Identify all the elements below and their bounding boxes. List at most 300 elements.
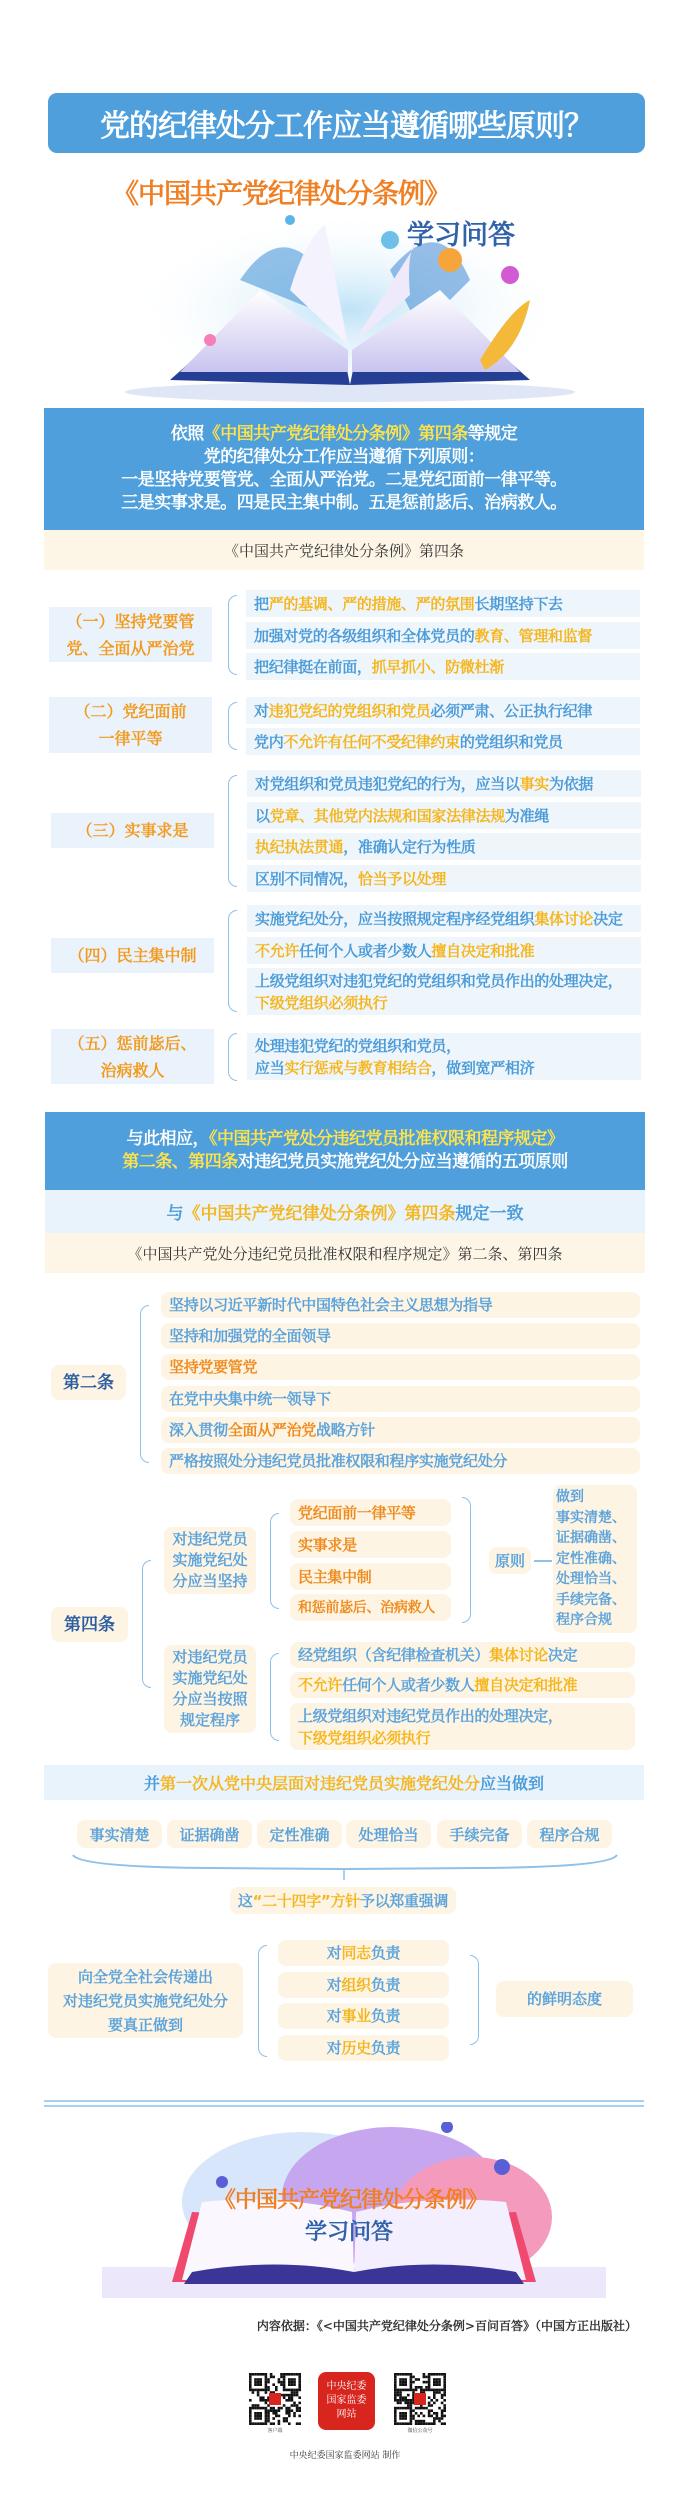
requirement-chip: 程序合规 xyxy=(527,1820,612,1848)
qr-module xyxy=(249,2422,252,2425)
text-segment: 任何个人或者少数人 xyxy=(299,941,432,960)
qr-module xyxy=(254,2417,257,2420)
qr-module xyxy=(265,2381,268,2384)
qr-module xyxy=(425,2407,428,2410)
qr-module xyxy=(267,2420,270,2423)
qr-module xyxy=(272,2422,275,2425)
qr-module xyxy=(428,2422,431,2425)
qr-module xyxy=(265,2407,268,2410)
qr-module xyxy=(270,2373,273,2376)
qr-module xyxy=(291,2378,294,2381)
qr-module xyxy=(399,2381,402,2384)
qr-module xyxy=(257,2373,260,2376)
qr-module xyxy=(438,2417,441,2420)
qr-module xyxy=(436,2391,439,2394)
rich-text xyxy=(254,625,592,647)
highlight-text: 历史 xyxy=(341,2039,371,2057)
qr-module xyxy=(397,2373,400,2376)
qr-module xyxy=(443,2415,446,2418)
qr-module xyxy=(272,2376,275,2379)
qr-module xyxy=(285,2420,288,2423)
qr-module xyxy=(288,2378,291,2381)
principle-row xyxy=(246,653,640,680)
qr-module xyxy=(436,2378,439,2381)
qr-module xyxy=(397,2394,400,2397)
qr-module xyxy=(417,2415,420,2418)
qr-module xyxy=(283,2386,286,2389)
qr-module xyxy=(399,2389,402,2392)
qr-module xyxy=(272,2383,275,2386)
rich-text xyxy=(171,424,518,444)
qr-module xyxy=(394,2386,397,2389)
qr-module xyxy=(298,2381,301,2384)
qr-module xyxy=(402,2407,405,2410)
text-segment: 把纪律挺在前面， xyxy=(254,657,372,676)
qr-module xyxy=(433,2396,436,2399)
qr-module xyxy=(410,2402,413,2405)
qr-module xyxy=(296,2373,299,2376)
requirement-chip: 定性准确 xyxy=(257,1820,342,1848)
qr-module xyxy=(249,2415,252,2418)
qr-module xyxy=(420,2407,423,2410)
qr-module xyxy=(283,2383,286,2386)
qr-module xyxy=(293,2402,296,2405)
qr-module xyxy=(433,2417,436,2420)
qr-module xyxy=(397,2391,400,2394)
underbrace-icon xyxy=(70,1852,620,1882)
qr-module xyxy=(254,2422,257,2425)
qr-module xyxy=(267,2378,270,2381)
rich-text xyxy=(254,656,504,678)
article-2-row xyxy=(161,1292,640,1318)
highlight-text: 不允许 xyxy=(255,941,300,960)
qr-module xyxy=(399,2396,402,2399)
qr-module xyxy=(293,2394,296,2397)
brace-icon xyxy=(140,1305,149,1463)
text-segment: 与此相应， xyxy=(126,1129,209,1149)
qr-module xyxy=(402,2422,405,2425)
qr-module xyxy=(404,2381,407,2384)
qr-module xyxy=(293,2412,296,2415)
qr-module xyxy=(430,2404,433,2407)
qr-module xyxy=(433,2378,436,2381)
text-segment: 在党中央集中统一领导下 xyxy=(169,1390,331,1408)
qr-module xyxy=(423,2373,426,2376)
text-segment: 负责 xyxy=(370,1976,401,1994)
principle-label: 原则 xyxy=(489,1547,531,1574)
procedure-row xyxy=(290,1703,635,1750)
highlight-text: 实行惩戒与教育相结合 xyxy=(284,1058,432,1077)
qr-module xyxy=(249,2399,252,2402)
highlight-text: 不允许有任何不受纪律约束 xyxy=(283,732,460,751)
qr-module xyxy=(257,2412,260,2415)
qr-module xyxy=(415,2420,418,2423)
text-segment: 负责 xyxy=(370,2039,401,2057)
qr-module xyxy=(265,2399,268,2402)
qr-module xyxy=(296,2422,299,2425)
qr-module xyxy=(441,2394,444,2397)
qr-module xyxy=(283,2394,286,2397)
qr-module xyxy=(270,2407,273,2410)
qr-module xyxy=(404,2415,407,2418)
text-segment: 应当做到 xyxy=(480,1774,545,1793)
qr-module xyxy=(410,2389,413,2392)
rich-text xyxy=(169,1419,375,1441)
qr-module xyxy=(394,2412,397,2415)
qr-module xyxy=(394,2373,397,2376)
text-segment: 对 xyxy=(254,701,269,720)
qr-module xyxy=(410,2373,413,2376)
highlight-text: 党章、其他党内法规和国家法律法规 xyxy=(269,806,505,825)
highlight-text: 不允许 xyxy=(298,1676,343,1694)
qr-module xyxy=(265,2422,268,2425)
qr-module xyxy=(288,2373,291,2376)
qr-module xyxy=(404,2399,407,2402)
qr-module xyxy=(425,2422,428,2425)
qr-module xyxy=(285,2412,288,2415)
qr-module xyxy=(394,2394,397,2397)
qr-module xyxy=(438,2378,441,2381)
qr-module xyxy=(397,2402,400,2405)
qr-module xyxy=(262,2399,265,2402)
rich-text xyxy=(327,2005,401,2027)
qr-module xyxy=(402,2373,405,2376)
qr-module xyxy=(283,2389,286,2392)
brace-icon xyxy=(258,1945,267,2057)
rich-text xyxy=(204,447,485,467)
qr-module xyxy=(399,2373,402,2376)
text-segment: ，准确认定行为性质 xyxy=(343,837,476,856)
qr-module xyxy=(259,2383,262,2386)
qr-module xyxy=(425,2381,428,2384)
qr-module xyxy=(298,2407,301,2410)
qr-module xyxy=(433,2402,436,2405)
attitude-label: 的鲜明态度 xyxy=(496,1981,633,2017)
article-4-group-label: 对违纪党员 实施党纪处 分应当按照 规定程序 xyxy=(164,1645,256,1733)
qr-module xyxy=(441,2412,444,2415)
rich-text xyxy=(121,493,567,513)
principle-row xyxy=(247,1033,641,1080)
qr-module xyxy=(288,2394,291,2397)
text-segment: 坚持和加强党的全面领导 xyxy=(169,1327,331,1345)
qr-module xyxy=(293,2383,296,2386)
qr-module xyxy=(298,2402,301,2405)
source-citation: 《中国共产党处分违纪党员批准权限和程序规定》第二条、第四条 xyxy=(45,1233,645,1273)
qr-module xyxy=(415,2422,418,2425)
text-segment: 长期坚持下去 xyxy=(474,594,563,613)
qr-module xyxy=(257,2383,260,2386)
qr-module xyxy=(249,2417,252,2420)
qr-module xyxy=(443,2409,446,2412)
qr-module xyxy=(407,2402,410,2405)
qr-module xyxy=(259,2417,262,2420)
qr-module xyxy=(262,2389,265,2392)
qr-module xyxy=(275,2415,278,2418)
qr-module xyxy=(270,2376,273,2379)
highlight-text: 《中国共产党纪律处分条例》第四条 xyxy=(183,1204,456,1224)
intro-line xyxy=(44,492,644,515)
qr-module xyxy=(265,2376,268,2379)
rich-text xyxy=(167,1199,524,1224)
qr-module xyxy=(288,2396,291,2399)
qr-module xyxy=(420,2420,423,2423)
qr-module xyxy=(254,2415,257,2418)
qr-module xyxy=(291,2389,294,2392)
qr-module xyxy=(394,2378,397,2381)
qr-module xyxy=(257,2417,260,2420)
requirement-chip: 手续完备 xyxy=(437,1820,522,1848)
qr-module xyxy=(443,2407,446,2410)
page-title: 党的纪律处分工作应当遵循哪些原则？ xyxy=(48,93,645,153)
qr-module xyxy=(430,2415,433,2418)
text-segment: 负责 xyxy=(370,1944,401,1962)
qr-module xyxy=(438,2373,441,2376)
rich-text xyxy=(254,731,563,753)
qr-right-label: 微信公众号 xyxy=(407,2428,433,2434)
qr-module xyxy=(394,2389,397,2392)
brace-icon xyxy=(270,1513,279,1609)
qr-module xyxy=(265,2389,268,2392)
qr-center-logo xyxy=(414,2393,426,2405)
highlight-text: 集体讨论 xyxy=(489,1646,548,1664)
brace-icon xyxy=(470,1955,479,2045)
qr-module xyxy=(404,2396,407,2399)
qr-module xyxy=(259,2378,262,2381)
qr-module xyxy=(257,2389,260,2392)
qr-module xyxy=(410,2420,413,2423)
principle-item: 和惩前毖后、治病救人 xyxy=(290,1594,451,1621)
qr-module xyxy=(441,2396,444,2399)
qr-module xyxy=(443,2394,446,2397)
text-segment: 上级党组织对违犯党纪的党组织和党员作出的处理决定， xyxy=(255,971,623,990)
qr-module xyxy=(436,2383,439,2386)
ccdi-logo: 中央纪委 国家监委 网站 xyxy=(318,2372,375,2430)
qr-module xyxy=(257,2378,260,2381)
qr-module xyxy=(399,2391,402,2394)
principle-row xyxy=(247,968,641,1015)
qr-module xyxy=(428,2378,431,2381)
qr-module xyxy=(410,2422,413,2425)
qr-module xyxy=(412,2381,415,2384)
qr-module xyxy=(436,2399,439,2402)
text-segment: 上级党组织对违纪党员作出的处理决定， xyxy=(298,1706,563,1725)
principle-row xyxy=(247,802,641,829)
rich-text xyxy=(169,1325,331,1347)
qr-module xyxy=(428,2412,431,2415)
qr-module xyxy=(252,2389,255,2392)
text-segment: ，做到宽严相济 xyxy=(431,1058,535,1077)
qr-module xyxy=(259,2407,262,2410)
intro-line xyxy=(44,469,644,492)
qr-module xyxy=(283,2420,286,2423)
qr-module xyxy=(399,2383,402,2386)
rich-text xyxy=(122,1152,568,1172)
text-segment: 实施党纪处分，应当按照规定程序经党组织 xyxy=(255,909,535,928)
qr-module xyxy=(428,2415,431,2418)
text-segment: 严格按照处分违纪党员批准权限和程序实施党纪处分 xyxy=(169,1452,508,1470)
principle-row xyxy=(247,905,641,932)
qr-module xyxy=(249,2412,252,2415)
text-segment: 党的纪律处分工作应当遵循下列原则： xyxy=(203,447,485,467)
qr-module xyxy=(270,2409,273,2412)
responsibility-item xyxy=(278,1972,449,1998)
qr-code-left xyxy=(249,2373,301,2425)
qr-module xyxy=(293,2378,296,2381)
text-segment: 坚持以习近平新时代中国特色社会主义思想为指导 xyxy=(169,1296,493,1314)
qr-module xyxy=(399,2394,402,2397)
rich-text xyxy=(127,1129,564,1149)
qr-module xyxy=(262,2373,265,2376)
qr-module xyxy=(291,2383,294,2386)
qr-module xyxy=(430,2373,433,2376)
brace-icon xyxy=(228,702,237,750)
qr-module xyxy=(430,2409,433,2412)
qr-module xyxy=(265,2378,268,2381)
consistency-note xyxy=(45,1190,645,1233)
article-2-row xyxy=(161,1354,640,1380)
rich-text xyxy=(169,1294,492,1316)
qr-module xyxy=(296,2394,299,2397)
requirement-chip: 处理恰当 xyxy=(346,1820,431,1848)
principle-item: 实事求是 xyxy=(290,1531,451,1558)
responsibility-intro: 向全党全社会传递出 对违纪党员实施党纪处分 要真正做到 xyxy=(48,1963,243,2038)
qr-module xyxy=(397,2407,400,2410)
qr-module xyxy=(410,2386,413,2389)
qr-module xyxy=(443,2422,446,2425)
highlight-text: “二十四字”方针 xyxy=(252,1891,360,1910)
brace-icon xyxy=(228,1033,237,1081)
qr-module xyxy=(404,2422,407,2425)
text-segment: 把 xyxy=(254,594,269,613)
qr-module xyxy=(402,2412,405,2415)
text-segment: 这 xyxy=(237,1891,253,1910)
requirement-chip: 证据确凿 xyxy=(167,1820,252,1848)
text-segment: 与 xyxy=(166,1204,184,1224)
qr-module xyxy=(265,2409,268,2412)
qr-module xyxy=(410,2376,413,2379)
qr-module xyxy=(404,2378,407,2381)
qr-module xyxy=(410,2417,413,2420)
qr-module xyxy=(291,2373,294,2376)
qr-module xyxy=(402,2389,405,2392)
rich-text xyxy=(255,970,623,1014)
qr-module xyxy=(415,2412,418,2415)
rich-text xyxy=(144,1771,544,1794)
text-segment: 加强对党的各级组织和全体党员的 xyxy=(254,626,475,645)
qr-module xyxy=(288,2383,291,2386)
qr-module xyxy=(441,2373,444,2376)
qr-module xyxy=(257,2381,260,2384)
qr-module xyxy=(407,2389,410,2392)
emphasis-note xyxy=(230,1887,456,1914)
qr-module xyxy=(415,2407,418,2410)
divider xyxy=(44,2100,644,2102)
qr-module xyxy=(293,2389,296,2392)
qr-module xyxy=(404,2402,407,2405)
qr-module xyxy=(402,2381,405,2384)
qr-module xyxy=(249,2389,252,2392)
qr-module xyxy=(428,2389,431,2392)
qr-module xyxy=(283,2381,286,2384)
qr-module xyxy=(438,2391,441,2394)
rich-text xyxy=(298,1705,563,1749)
qr-module xyxy=(265,2402,268,2405)
footer-subtitle: 学习问答 xyxy=(305,2220,394,2245)
highlight-text: 事实 xyxy=(519,774,550,793)
text-segment: 对 xyxy=(326,1944,342,1962)
qr-module xyxy=(436,2389,439,2392)
qr-module xyxy=(428,2404,431,2407)
qr-module xyxy=(272,2412,275,2415)
qr-module xyxy=(430,2399,433,2402)
qr-module xyxy=(410,2412,413,2415)
highlight-text: 执纪执法贯通 xyxy=(255,837,344,856)
qr-module xyxy=(443,2373,446,2376)
qr-module xyxy=(394,2422,397,2425)
qr-module xyxy=(275,2386,278,2389)
text-segment: 战略方针 xyxy=(316,1421,375,1439)
qr-module xyxy=(275,2389,278,2392)
qr-module xyxy=(436,2415,439,2418)
qr-module xyxy=(280,2407,283,2410)
principle-label: （三）实事求是 xyxy=(51,813,214,848)
qr-module xyxy=(436,2412,439,2415)
qr-module xyxy=(428,2402,431,2405)
qr-module xyxy=(278,2422,281,2425)
qr-module xyxy=(249,2381,252,2384)
highlight-text: 组织 xyxy=(341,1976,371,1994)
qr-module xyxy=(254,2378,257,2381)
principle-item: 党纪面前一律平等 xyxy=(290,1499,451,1526)
qr-module xyxy=(278,2378,281,2381)
qr-module xyxy=(430,2389,433,2392)
qr-module xyxy=(415,2389,418,2392)
text-segment: 任何个人或者少数人 xyxy=(342,1676,475,1694)
qr-module xyxy=(397,2422,400,2425)
principle-row xyxy=(246,622,640,649)
qr-module xyxy=(407,2422,410,2425)
qr-module xyxy=(285,2407,288,2410)
qr-module xyxy=(298,2386,301,2389)
highlight-text: 《中国共产党纪律处分条例》第四条 xyxy=(203,424,468,444)
qr-module xyxy=(249,2407,252,2410)
qr-module xyxy=(420,2412,423,2415)
qr-module xyxy=(420,2422,423,2425)
qr-module xyxy=(417,2420,420,2423)
text-segment: 为依据 xyxy=(549,774,594,793)
qr-module xyxy=(394,2415,397,2418)
qr-module xyxy=(428,2386,431,2389)
qr-module xyxy=(288,2412,291,2415)
qr-module xyxy=(267,2409,270,2412)
qr-module xyxy=(402,2415,405,2418)
highlight-text: 教育、管理和监督 xyxy=(474,626,593,645)
qr-module xyxy=(278,2381,281,2384)
qr-module xyxy=(262,2422,265,2425)
qr-module xyxy=(288,2407,291,2410)
qr-module xyxy=(265,2373,268,2376)
qr-module xyxy=(394,2391,397,2394)
qr-module xyxy=(285,2394,288,2397)
qr-module xyxy=(423,2381,426,2384)
qr-module xyxy=(278,2415,281,2418)
qr-module xyxy=(410,2381,413,2384)
qr-module xyxy=(428,2376,431,2379)
qr-module xyxy=(298,2373,301,2376)
qr-module xyxy=(415,2386,418,2389)
highlight-text: 《中国共产党处分违纪党员批准权限和程序规定》 xyxy=(209,1129,564,1149)
highlight-text: 第二条、第四条 xyxy=(122,1152,238,1172)
